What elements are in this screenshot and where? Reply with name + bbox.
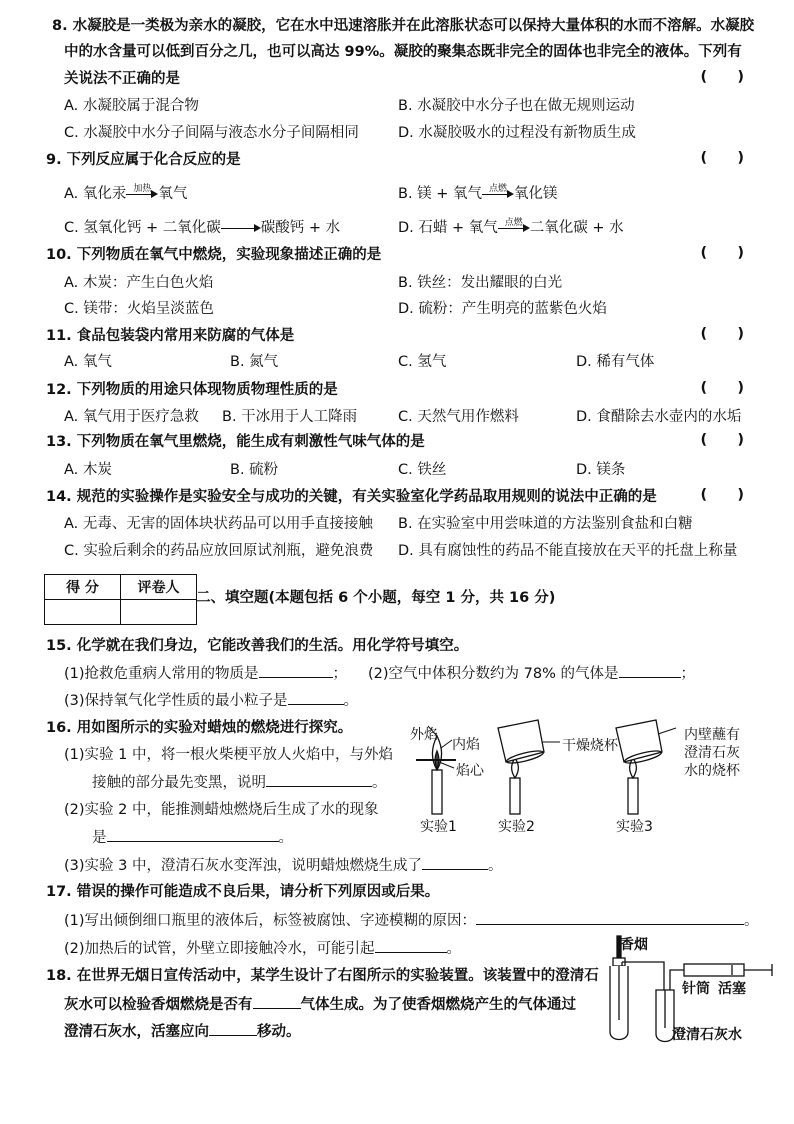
q13-option-d: D. 镁条 [576,462,626,478]
q8-option-d: D. 水凝胶吸水的过程没有新物质生成 [398,125,636,141]
q12-option-c: C. 天然气用作燃料 [398,409,519,425]
q15-part-2 [368,663,695,684]
q16-p2-text: 是 [92,830,107,846]
reaction-arrow-icon [498,218,530,235]
q16-part-3 [64,855,502,876]
q10-option-d: D. 硫粉：产生明亮的蓝紫色火焰 [398,301,607,317]
score-header: 得 分 [45,575,121,600]
section-2-heading: 二、填空题(本题包括 6 个小题，每空 1 分，共 16 分) [196,590,556,606]
q8-option-a: A. 水凝胶属于混合物 [64,98,199,114]
page-bottom-margin [0,1065,794,1124]
q18-blank-1[interactable] [253,994,301,1009]
label-syringe: 针筒 [682,981,710,997]
q16-stem: 16. 用如图所示的实验对蜡烛的燃烧进行探究。 [46,720,353,736]
q8-option-b: B. 水凝胶中水分子也在做无规则运动 [398,98,635,114]
q16-p3-text: (3)实验 3 中，澄清石灰水变浑浊，说明蜡烛燃烧生成了 [64,858,422,874]
q16-p1-text: 接触的部分最先变黑，说明 [92,775,266,791]
q15-p3-end: 。 [343,693,359,709]
candle-exp2 [498,720,560,814]
q18-line2 [64,994,576,1015]
q13-option-c: C. 铁丝 [398,462,447,478]
q9-b-product: 氧化镁 [514,186,558,202]
q18-l3-text: 澄清石灰水，活塞应向 [64,1024,209,1040]
q14-stem: 14. 规范的实验操作是实验安全与成功的关键，有关实验室化学药品取用规则的说法中正确的是 [46,489,657,505]
q11-option-c: C. 氢气 [398,354,447,370]
q10-option-a: A. 木炭：产生白色火焰 [64,275,214,291]
q8-answer-paren: ( ) [700,69,744,85]
q14-option-c: C. 实验后剩余的药品应放回原试剂瓶，避免浪费 [64,543,374,559]
q10-answer-paren: ( ) [700,245,744,261]
q9-a-condition: 加热 [133,184,152,194]
q9-answer-paren: ( ) [700,150,744,166]
q15-part-3 [64,690,358,711]
q16-part-1a: (1)实验 1 中，将一根火柴梗平放人火焰中，与外焰 [64,747,393,763]
label-limewater-beaker-line3: 水的烧杯 [684,763,740,779]
score-table [44,574,197,625]
q11-option-a: A. 氧气 [64,354,112,370]
q12-option-d: D. 食醋除去水壶内的水垢 [576,409,742,425]
q16-p1-end: 。 [372,775,387,791]
q18-l2-text: 灰水可以检验香烟燃烧是否有 [64,997,253,1013]
q17-p1-end: 。 [744,913,759,929]
q15-p3-blank[interactable] [288,690,344,705]
candle-exp3 [616,720,676,814]
q13-option-b: B. 硫粉 [230,462,279,478]
q8-stem-line3: 关说法不正确的是 [64,71,180,87]
q9-option-c [64,218,340,238]
label-limewater-beaker-line2: 澄清石灰 [684,745,740,761]
q16-p3-end: 。 [487,858,503,874]
q15-p2-blank[interactable] [619,663,681,678]
label-piston: 活塞 [718,981,746,997]
grader-cell[interactable] [121,600,197,625]
q15-p1-blank[interactable] [259,663,333,678]
q17-p2-end: 。 [446,941,462,957]
q9-c-product: 碳酸钙 + 水 [260,220,341,236]
q16-part-2b [92,827,293,848]
label-inner-flame: 内焰 [452,737,480,753]
q15-part-1 [64,663,347,684]
q9-a-reactant: A. 氧化汞 [64,186,127,202]
q16-p2-blank[interactable] [107,827,279,842]
q9-d-product: 二氧化碳 + 水 [529,220,624,236]
q9-option-b [398,184,558,204]
q9-c-reactant: C. 氢氧化钙 + 二氧化碳 [64,220,221,236]
q12-answer-paren: ( ) [700,380,744,396]
q15-p2-text: (2)空气中体积分数约为 78% 的气体是 [368,666,619,682]
q9-d-reactant: D. 石蜡 + 氧气 [398,220,498,236]
q11-option-d: D. 稀有气体 [576,354,655,370]
q8-option-c: C. 水凝胶中水分子间隔与液态水分子间隔相同 [64,125,359,141]
q8-stem-line1: 8. 水凝胶是一类极为亲水的凝胶，它在水中迅速溶胀并在此溶胀状态可以保持大量体积的水而不溶解。水凝胶 [52,18,755,34]
q18-l3-text-cont: 移动。 [257,1024,301,1040]
q14-option-b: B. 在实验室中用尝味道的方法鉴别食盐和白糖 [398,516,693,532]
q9-b-reactant: B. 镁 + 氧气 [398,186,483,202]
q16-part-2a: (2)实验 2 中，能推测蜡烛燃烧后生成了水的现象 [64,802,379,818]
label-outer-flame: 外焰 [410,727,438,743]
q17-part-1 [64,910,759,931]
q9-stem: 9. 下列反应属于化合反应的是 [46,152,241,168]
label-exp2: 实验2 [498,819,535,835]
label-limewater: 澄清石灰水 [672,1027,742,1043]
q17-p1-blank[interactable] [476,910,744,925]
q13-stem: 13. 下列物质在氧气里燃烧，能生成有刺激性气味气体的是 [46,434,425,450]
q9-a-product: 氧气 [158,186,188,202]
q10-option-b: B. 铁丝：发出耀眼的白光 [398,275,563,291]
q11-answer-paren: ( ) [700,326,744,342]
q10-option-c: C. 镁带：火焰呈淡蓝色 [64,301,214,317]
q18-line1: 18. 在世界无烟日宣传活动中，某学生设计了右图所示的实验装置。该装置中的澄清石 [46,968,599,984]
q9-option-a [64,184,187,204]
q10-stem: 10. 下列物质在氧气中燃烧，实验现象描述正确的是 [46,247,382,263]
reaction-arrow-icon [221,221,261,235]
q17-p2-text: (2)加热后的试管，外壁立即接触冷水，可能引起 [64,941,375,957]
q18-blank-2[interactable] [209,1021,257,1036]
q12-stem: 12. 下列物质的用途只体现物质物理性质的是 [46,382,338,398]
q16-p2-end: 。 [278,830,293,846]
reaction-arrow-icon [126,184,158,201]
label-dry-beaker: 干燥烧杯 [562,738,618,754]
q18-l2-text-cont: 气体生成。为了使香烟燃烧产生的气体通过 [300,997,576,1013]
q12-option-a: A. 氧气用于医疗急救 [64,409,199,425]
q9-d-condition: 点燃 [504,218,523,228]
q16-p3-blank[interactable] [422,855,488,870]
q14-option-a: A. 无毒、无害的固体块状药品可以用手直接接触 [64,516,373,532]
q17-p2-blank[interactable] [375,938,447,953]
label-exp1: 实验1 [420,819,457,835]
label-cigarette: 香烟 [620,937,648,953]
q17-stem: 17. 错误的操作可能造成不良后果，请分析下列原因或后果。 [46,884,440,900]
q17-part-2 [64,938,461,959]
q13-answer-paren: ( ) [700,432,744,448]
q18-line3 [64,1021,301,1042]
q15-p1-text: (1)抢救危重病人常用的物质是 [64,666,259,682]
q15-stem: 15. 化学就在我们身边，它能改善我们的生活。用化学符号填空。 [46,638,469,654]
q11-stem: 11. 食品包装袋内常用来防腐的气体是 [46,328,295,344]
label-exp3: 实验3 [616,819,653,835]
q9-option-d [398,218,624,238]
q16-p1-blank[interactable] [266,772,372,787]
label-flame-core: 焰心 [456,763,484,779]
q11-option-b: B. 氮气 [230,354,279,370]
q15-p2-end: ； [680,666,695,682]
q16-part-1b [92,772,387,793]
q13-option-a: A. 木炭 [64,462,112,478]
q14-option-d: D. 具有腐蚀性的药品不能直接放在天平的托盘上称量 [398,543,738,559]
q12-option-b: B. 干冰用于人工降雨 [222,409,358,425]
q15-p3-text: (3)保持氧气化学性质的最小粒子是 [64,693,288,709]
q9-b-condition: 点燃 [489,184,508,194]
q17-p1-text: (1)写出倾倒细口瓶里的液体后，标签被腐蚀、字迹模糊的原因： [64,913,477,929]
grader-header: 评卷人 [121,575,197,600]
label-limewater-beaker-line1: 内壁蘸有 [684,727,740,743]
q15-p1-end: ； [332,666,348,682]
reaction-arrow-icon [482,184,514,201]
score-cell[interactable] [45,600,121,625]
q8-stem-line2: 中的水含量可以低到百分之几，也可以高达 99%。凝胶的聚集态既非完全的固体也非完全的液体。下列有 [64,44,742,60]
q14-answer-paren: ( ) [700,487,744,503]
